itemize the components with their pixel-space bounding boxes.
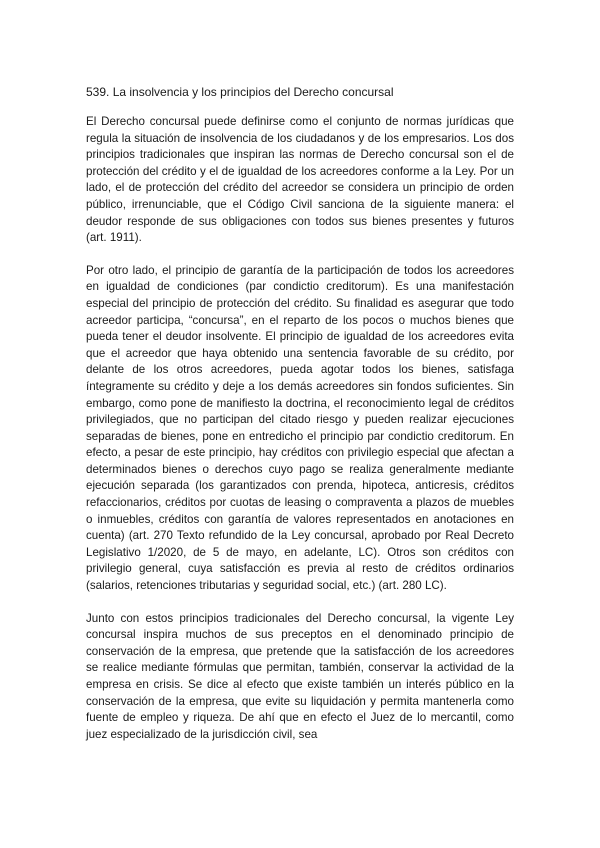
document-page	[86, 84, 514, 759]
paragraph-2: Por otro lado, el principio de garantía de la participación de todos los acreedores en igualdad de condiciones (par condictio creditorum). Es una manifestación especial del principio de protección del crédito. Su finalidad es asegurar que todo acreedor participa, “concursa”, en el reparto de los pocos o muchos bienes que pueda tener el deudor insolvente. El principio de igualdad de los acreedores evita que el acreedor que haya obtenido una sentencia favorable de su crédito, por delante de los otros acreedores, pueda agotar todos los bienes, satisfaga íntegramente su crédito y deje a los demás acreedores sin fondos suficientes. Sin embargo, como pone de manifiesto la doctrina, el reconocimiento legal de créditos privilegiados, que no participan del citado riesgo y pueden realizar ejecuciones separadas de bienes, pone en entredicho el principio par condictio creditorum. En efecto, a pesar de este principio, hay créditos con privilegio especial que afectan a determinados bienes o derechos cuyo pago se realiza generalmente mediante ejecución separada (los garantizados con prenda, hipoteca, anticresis, créditos refaccionarios, créditos por cuotas de leasing o compraventa a plazos de muebles o inmuebles, créditos con garantía de valores representados en anotaciones en cuenta) (art. 270 Texto refundido de la Ley concursal, aprobado por Real Decreto Legislativo 1/2020, de 5 de mayo, en adelante, LC). Otros son créditos con privilegio general, cuya satisfacción es previa al resto de créditos ordinarios (salarios, retenciones tributarias y seguridad social, etc.) (art. 280 LC).	[86, 263, 514, 593]
section-title: 539. La insolvencia y los principios del Derecho concursal	[86, 85, 394, 99]
paragraph-1: El Derecho concursal puede definirse como el conjunto de normas jurídicas que regula la situación de insolvencia de los ciudadanos y de los empresarios. Los dos principios tradicionales que inspiran las normas de Derecho concursal son el de protección del crédito y el de igualdad de los acreedores conforme a la Ley. Por un lado, el de protección del crédito del acreedor se considera un principio de orden público, irrenunciable, que el Código Civil sanciona de la siguiente manera: el deudor responde de sus obligaciones con todos sus bienes presentes y futuros (art. 1911).	[86, 115, 514, 245]
paragraph-3: Junto con estos principios tradicionales del Derecho concursal, la vigente Ley concursal inspira muchos de sus preceptos en el denominado principio de conservación de la empresa, que pretende que la satisfacción de los acreedores se realice mediante fórmulas que permitan, también, conservar la actividad de la empresa en crisis. Se dice al efecto que existe también un interés público en la conservación de la empresa, que evite su liquidación y permita mantenerla como fuente de empleo y riqueza. De ahí que en efecto el Juez de lo mercantil, como juez especializado de la jurisdicción civil, sea	[86, 611, 514, 741]
